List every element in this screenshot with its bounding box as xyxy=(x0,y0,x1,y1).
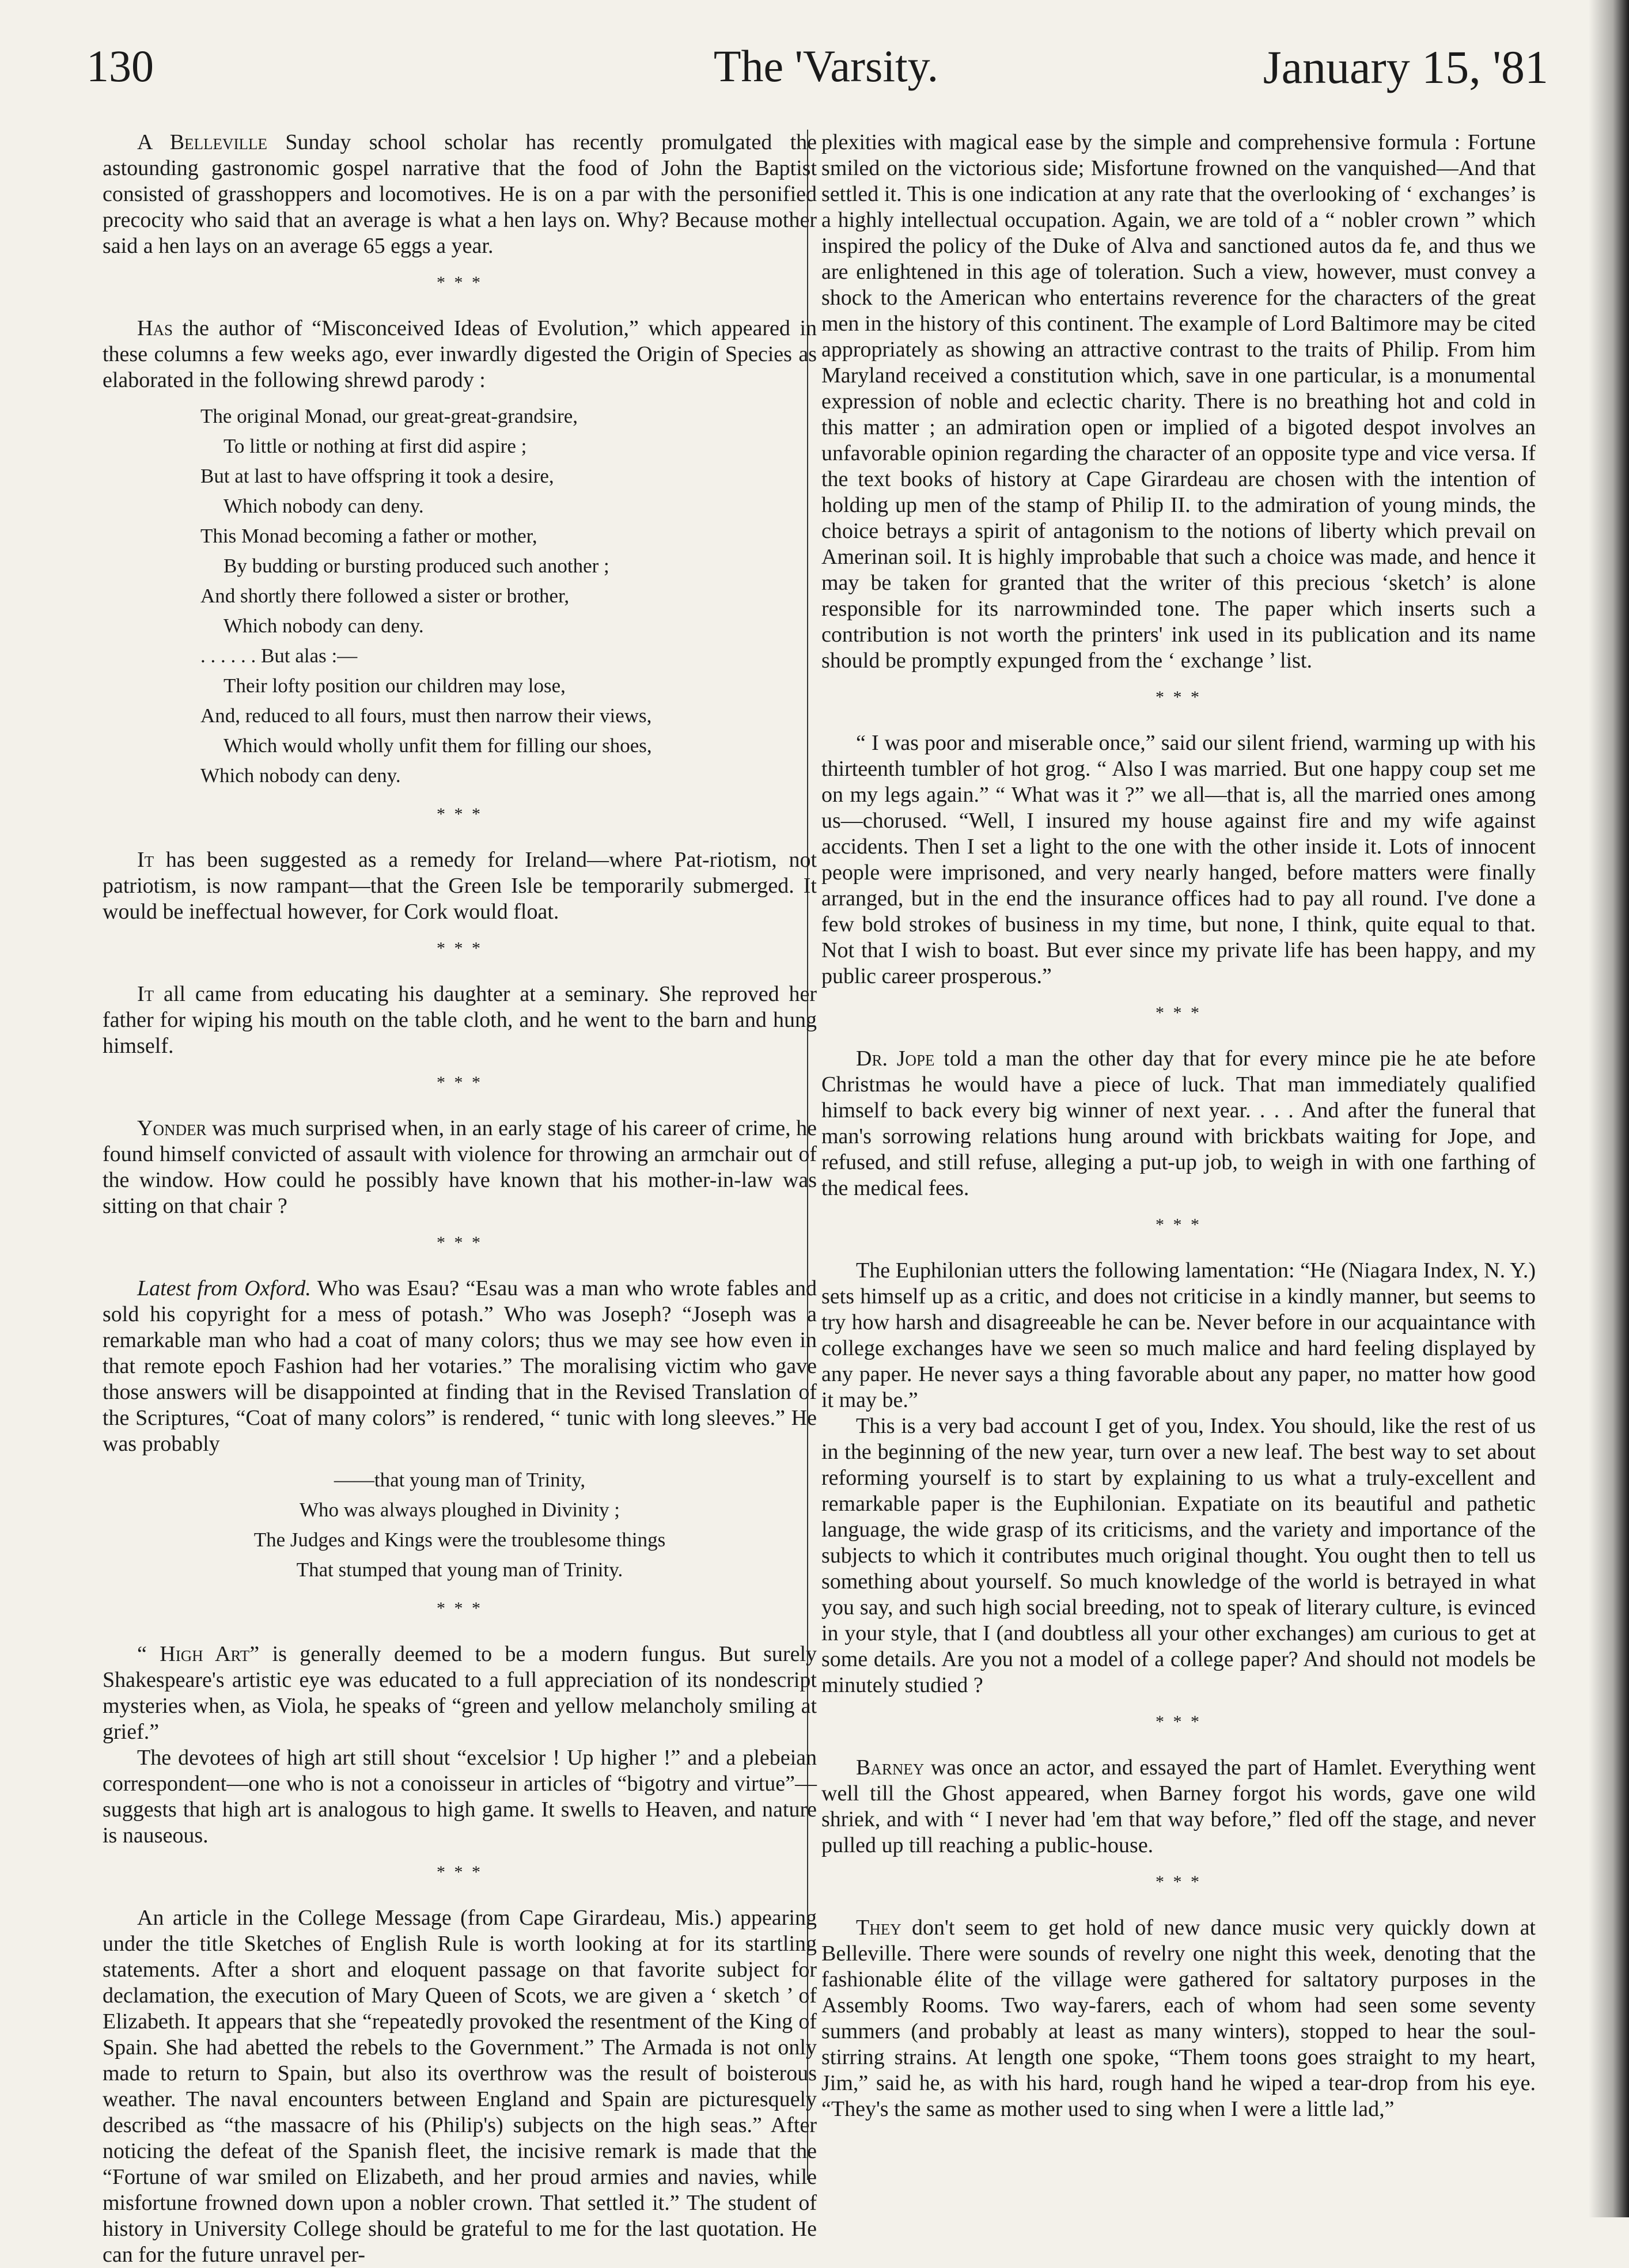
page-header xyxy=(86,40,1566,104)
paragraph-college-message: An article in the College Message (from Cape Girardeau, Mis.) appearing under the title Sketches of English Rule is worth looking at for its startling statements. After a short and eloquent passage on that favorite subject for declamation, the execution of Mary Queen of Scots, we are given a ‘ sketch ’ of Elizabeth. It appears that she “repeatedly provoked the resentment of the King of Spain. She had abetted the rebels to the Government.” The Armada is not only made to return to Spain, but also its overthrow was the result of boisterous weather. The naval encounters between England and Spain are picturesquely described as “the massacre of his (Philip's) subjects on the high seas.” After noticing the defeat of the Spanish fleet, the incisive remark is made that the “Fortune of war smiled on Elizabeth, and her proud armies and navies, while misfortune frowned down upon a nobler crown. That settled it.” The student of history in University College should be grateful to me for the last quotation. He can for the future unravel per- xyxy=(103,1906,817,2267)
section-separator: * * * xyxy=(1156,1712,1202,1731)
paragraph-index: This is a very bad account I get of you, Index. You should, like the rest of us in the beginning of the new year, turn over a new leaf. The best way to set about reforming yourself is to start by explaining to us what a truly-excellent and remarkable paper is the Euphilonian. Expatiate on its beautiful and pathetic language, the wide grasp of its criticisms, and the variety and importance of the subjects to which it contributes much original thought. You ought then to tell us something about yourself. So much knowledge of the world is betrayed in what you say, and such high social breeding, not to speak of literary culture, is evinced in your style, that I (and doubtless all your other exchanges) am curious to get at some details. Are you not a model of a college paper? And should not models be minutely studied ? xyxy=(821,1414,1536,1697)
poem-line: The Judges and Kings were the troublesome things xyxy=(253,1529,666,1551)
poem-line: Which nobody can deny. xyxy=(223,615,424,637)
paragraph-devotees: The devotees of high art still shout “excelsior ! Up higher !” and a plebeian correspondent—one who is not a conoisseur in articles of “bigotry and virtue”—suggests that high art is analogous to high game. It swells to Heaven, and nature is nauseous. xyxy=(103,1746,817,1848)
section-separator: * * * xyxy=(437,939,483,958)
paragraph-high-art: “ High Art” is generally deemed to be a modern fungus. But surely Shakespeare's artistic eye was educated to a full appreciation of its nondescript mysteries when, as Viola, he speaks of “green and yellow melancholy smiling at grief.” xyxy=(103,1642,817,1744)
paragraph-belleville: A Belleville Sunday school scholar has recently promulgated the astounding gastronomic gospel narrative that the food of John the Baptist consisted of grasshoppers and locomotives. He is on a par with the personified precocity who said that an average is what a hen lays on. Why? Because mother said a hen lays on an average 65 eggs a year. xyxy=(103,130,817,258)
section-separator: * * * xyxy=(437,1073,483,1092)
poem-line: By budding or bursting produced such another ; xyxy=(223,555,609,577)
issue-date: January 15, '81 xyxy=(1263,41,1548,93)
paragraph-evolution: Has the author of “Misconceived Ideas of Evolution,” which appeared in these columns a few weeks ago, ever inwardly digested the Origin of Species as elaborated in the following shrewd parody : xyxy=(103,316,817,392)
section-separator: * * * xyxy=(437,1863,483,1882)
section-separator: * * * xyxy=(1156,1872,1202,1891)
poem-line: Who was always ploughed in Divinity ; xyxy=(299,1499,620,1521)
paragraph-oxford: Latest from Oxford. Who was Esau? “Esau was a man who wrote fables and sold his copyright for a mess of potash.” Who was Joseph? “Joseph was a remarkable man who had a coat of many colors; thus we may see how even in that remote epoch Fashion had her votaries.” The moralising victim who gave those answers will be disappointed at finding that in the Revised Translation of the Scriptures, “Coat of many colors” is rendered, “ tunic with long sleeves.” He was probably xyxy=(103,1276,817,1456)
poem-line: But at last to have offspring it took a desire, xyxy=(200,465,554,487)
section-separator: * * * xyxy=(1156,1003,1202,1022)
poem-line: That stumped that young man of Trinity. xyxy=(296,1558,623,1581)
masthead-title: The 'Varsity. xyxy=(713,41,939,91)
poem-line: And, reduced to all fours, must then narrow their views, xyxy=(200,704,652,727)
section-separator: * * * xyxy=(1156,688,1202,707)
poem-line: Which nobody can deny. xyxy=(200,764,401,787)
poem-line: And shortly there followed a sister or brother, xyxy=(200,585,570,607)
section-separator: * * * xyxy=(437,273,483,292)
scan-edge-shadow xyxy=(1589,0,1629,2217)
paragraph-barney: Barney was once an actor, and essayed the part of Hamlet. Everything went well till the Ghost appeared, when Barney forgot his words, gave one wild shriek, and with “ I never had 'em that way before,” fled off the stage, and never pulled up till reaching a public-house. xyxy=(821,1755,1536,1857)
paragraph-grog: “ I was poor and miserable once,” said our silent friend, warming up with his thirteenth tumbler of hot grog. “ Also I was married. But one happy coup set me on my legs again.” “ What was it ?” we all—that is, all the married ones among us—chorused. “Well, I insured my house against fire and my wife against accidents. Then I set a light to the one with the other inside it. Lots of innocent people were imprisoned, and very nearly hanged, before matters were finally arranged, but in the end the insurance offices had to pay all round. I've done a few bold strokes of business in my time, but none, I think, quite equal to that. Not that I wish to boast. But ever since my private life has been happy, and my public career prosperous.” xyxy=(821,731,1536,988)
poem-line: This Monad becoming a father or mother, xyxy=(200,525,537,547)
poem-line: The original Monad, our great-great-grandsire, xyxy=(200,405,578,427)
paragraph-seminary: It all came from educating his daughter at a seminary. She reproved her father for wiping his mouth on the table cloth, and he went to the barn and hung himself. xyxy=(103,982,817,1058)
left-column xyxy=(103,130,817,2268)
paragraph-euphilonian: The Euphilonian utters the following lamentation: “He (Niagara Index, N. Y.) sets himself up as a critic, and does not criticise in a kindly manner, but seems to try how harsh and disagreeable he can be. Never before in our acquaintance with college exchanges have we seen so much malice and hard feeling displayed by any paper. He never says a thing favorable about any paper, no matter how good it may be.” xyxy=(821,1258,1536,1412)
section-separator: * * * xyxy=(437,1233,483,1252)
page-number: 130 xyxy=(86,41,154,91)
paragraph-ireland: It has been suggested as a remedy for Ireland—where Pat-riotism, not patriotism, is now rampant—that the Green Isle be temporarily submerged. It would be ineffectual however, for Cork would float. xyxy=(103,848,817,924)
paragraph-dance-music: They don't seem to get hold of new dance music very quickly down at Belleville. There were sounds of revelry one night this week, denoting that the fashionable élite of the village were gathered for saltatory purposes in the Assembly Rooms. Two way-farers, each of whom had seen some seventy summers (and probably at least as many winters), stopped to hear the soul-stirring strains. At length one spoke, “Them toons goes straight to my heart, Jim,” said he, as with his hard, rough hand he wiped a tear-drop from his eye. “They's the same as mother used to sing when I were a little lad,” xyxy=(821,1916,1536,2121)
section-separator: * * * xyxy=(1156,1215,1202,1234)
poem-line: . . . . . . But alas :— xyxy=(200,644,358,667)
paragraph-jope: Dr. Jope told a man the other day that for every mince pie he ate before Christmas he would have a piece of luck. That man immediately qualified himself to back every big winner of next year. . . . And after the funeral that man's sorrowing relations hung around with brickbats waiting for Jope, and refused, and still refuse, alleging a put-up job, to weigh in with one farthing of the medical fees. xyxy=(821,1046,1536,1200)
poem-trinity xyxy=(103,1465,817,1585)
section-separator: * * * xyxy=(437,805,483,824)
poem-line: Which nobody can deny. xyxy=(223,495,424,517)
poem-monad xyxy=(200,401,817,791)
poem-line: Their lofty position our children may lose, xyxy=(223,674,566,697)
paragraph-yonder: Yonder was much surprised when, in an early stage of his career of crime, he found himself convicted of assault with violence for throwing an armchair out of the window. How could he possibly have known that his mother-in-law was sitting on that chair ? xyxy=(103,1116,817,1218)
section-separator: * * * xyxy=(437,1599,483,1618)
poem-line: Which would wholly unfit them for filling our shoes, xyxy=(223,734,652,757)
right-column xyxy=(821,130,1536,2122)
poem-line: To little or nothing at first did aspire ; xyxy=(223,435,527,457)
poem-line: ——that young man of Trinity, xyxy=(334,1469,586,1491)
paragraph-continued: plexities with magical ease by the simple and comprehensive formula : Fortune smiled on the victorious side; Misfortune frowned on the vanquished—And that settled it. This is one indication at any rate that the overlooking of ‘ exchanges’ is a highly intellectual occupation. Again, we are told of a “ nobler crown ” which inspired the policy of the Duke of Alva and sanctioned autos da fe, and thus we are enlightened in this age of toleration. Such a view, however, must convey a shock to the American who entertains reverence for the characters of the great men in the history of this continent. The example of Lord Baltimore may be cited appropriately as showing an attractive contrast to the traits of Philip. From him Maryland received a constitution which, save in one particular, is a monumental expression of noble and eclectic charity. There is no breathing hot and cold in this matter ; an admiration open or implied of a bigoted despot involves an unfavorable opinion regarding the character of an opposite type and vice versa. If the text books of history at Cape Girardeau are chosen with the intention of holding up men of the stamp of Philip II. to the admiration of young minds, the choice betrays a spirit of antagonism to the notions of liberty which prevail on Amerinan soil. It is highly improbable that such a choice was made, and hence it may be taken for granted that the writer of this precious ‘sketch’ is alone responsible for its narrowminded tone. The paper which inserts such a contribution is not worth the printers' ink used in its publication and its name should be promptly expunged from the ‘ exchange ’ list. xyxy=(821,130,1536,673)
